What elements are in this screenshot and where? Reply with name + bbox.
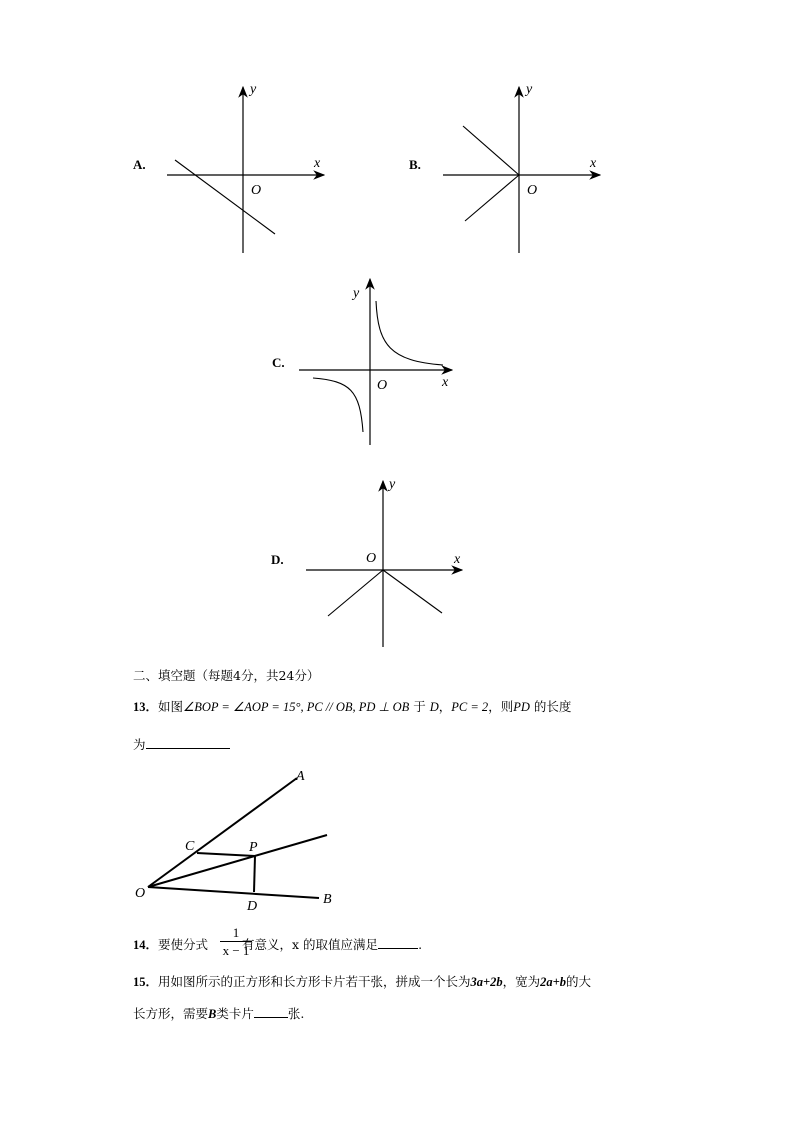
graph-line-upper — [463, 126, 519, 175]
q15-expr-b: 2a+b — [540, 975, 567, 989]
question-15 — [133, 972, 591, 990]
answer-blank-15[interactable] — [254, 1005, 288, 1018]
origin-label: O — [527, 183, 538, 198]
q13-text-a: 如图 — [158, 699, 184, 714]
option-a-label: A. — [133, 157, 146, 172]
graph-line-left — [328, 570, 383, 616]
q15-expr-c: B — [208, 1007, 217, 1021]
q15-line2-a: 长方形，需要 — [133, 1006, 209, 1021]
point-o-label: O — [135, 886, 146, 901]
fraction-bar — [220, 941, 252, 942]
q15-text-a: 用如图所示的正方形和长方形卡片若干张，拼成一个长为 — [158, 974, 471, 989]
option-c-label: C. — [272, 355, 285, 370]
q13-text-e: 的长度 — [529, 699, 572, 714]
point-b-label: B — [323, 892, 332, 907]
q13-text-b: 于 — [409, 699, 430, 714]
ray-op — [148, 835, 327, 887]
q13-figure — [130, 765, 350, 915]
q14-text-c: . — [418, 937, 423, 952]
question-13-number: 13． — [133, 700, 159, 714]
option-b-label: B. — [409, 157, 421, 172]
y-label: y — [353, 286, 360, 301]
graph-c — [290, 275, 490, 475]
segment-pd — [254, 856, 255, 892]
origin-label: O — [251, 183, 262, 198]
graph-a — [160, 80, 360, 280]
q13-math-b: D — [429, 700, 439, 714]
graph-d — [300, 475, 500, 675]
x-label: x — [442, 375, 449, 390]
graph-line-lower — [465, 175, 519, 221]
option-d-label: D. — [271, 552, 284, 567]
question-13 — [133, 697, 571, 715]
fraction-numerator: 1 — [232, 925, 240, 940]
x-label: x — [590, 156, 597, 171]
q15-text-c: 的大 — [566, 974, 592, 989]
ray-ob — [148, 887, 319, 898]
answer-blank-13[interactable] — [146, 736, 230, 749]
fraction-denominator: x − 1 — [222, 943, 250, 958]
section-title: 二、填空题（每题4分，共24分） — [133, 668, 320, 683]
q13-math-d: PD — [513, 700, 530, 714]
q15-expr-a: 3a+2b — [470, 975, 503, 989]
point-p-label: P — [249, 840, 258, 855]
x-label: x — [454, 552, 461, 567]
y-label: y — [526, 82, 533, 97]
segment-pc — [197, 853, 255, 856]
question-15-number: 15． — [133, 975, 159, 989]
origin-label: O — [377, 378, 388, 393]
question-15-line2 — [133, 1004, 304, 1022]
q13-text-c: ， — [438, 699, 452, 714]
question-14 — [133, 935, 422, 953]
q13-line2: 为 — [133, 737, 146, 752]
graph-b — [436, 80, 636, 280]
q14-text-b: 有意义，x 的取值应满足 — [242, 937, 379, 952]
point-c-label: C — [185, 839, 195, 854]
q15-line2-c: 张. — [287, 1006, 305, 1021]
q15-line2-b: 类卡片 — [216, 1006, 254, 1021]
q13-math-c: PC = 2 — [451, 700, 489, 714]
q15-text-b: ，宽为 — [502, 974, 541, 989]
q14-text-a: 要使分式 — [158, 937, 209, 952]
point-d-label: D — [247, 899, 258, 914]
question-13-line2 — [133, 735, 230, 753]
x-label: x — [314, 156, 321, 171]
graph-line-right — [383, 570, 442, 613]
hyperbola-branch-3 — [313, 378, 363, 432]
question-14-number: 14． — [133, 938, 159, 952]
point-a-label: A — [296, 769, 305, 784]
answer-blank-14[interactable] — [378, 936, 418, 949]
hyperbola-branch-1 — [376, 301, 443, 365]
fraction — [220, 925, 252, 958]
origin-label: O — [366, 551, 377, 566]
y-label: y — [250, 82, 257, 97]
y-label: y — [389, 477, 396, 492]
q13-text-d: ，则 — [488, 699, 514, 714]
ray-oa — [148, 778, 297, 887]
q13-math-a: ∠BOP = ∠AOP = 15°, PC // OB, PD ⊥ OB — [183, 700, 410, 714]
